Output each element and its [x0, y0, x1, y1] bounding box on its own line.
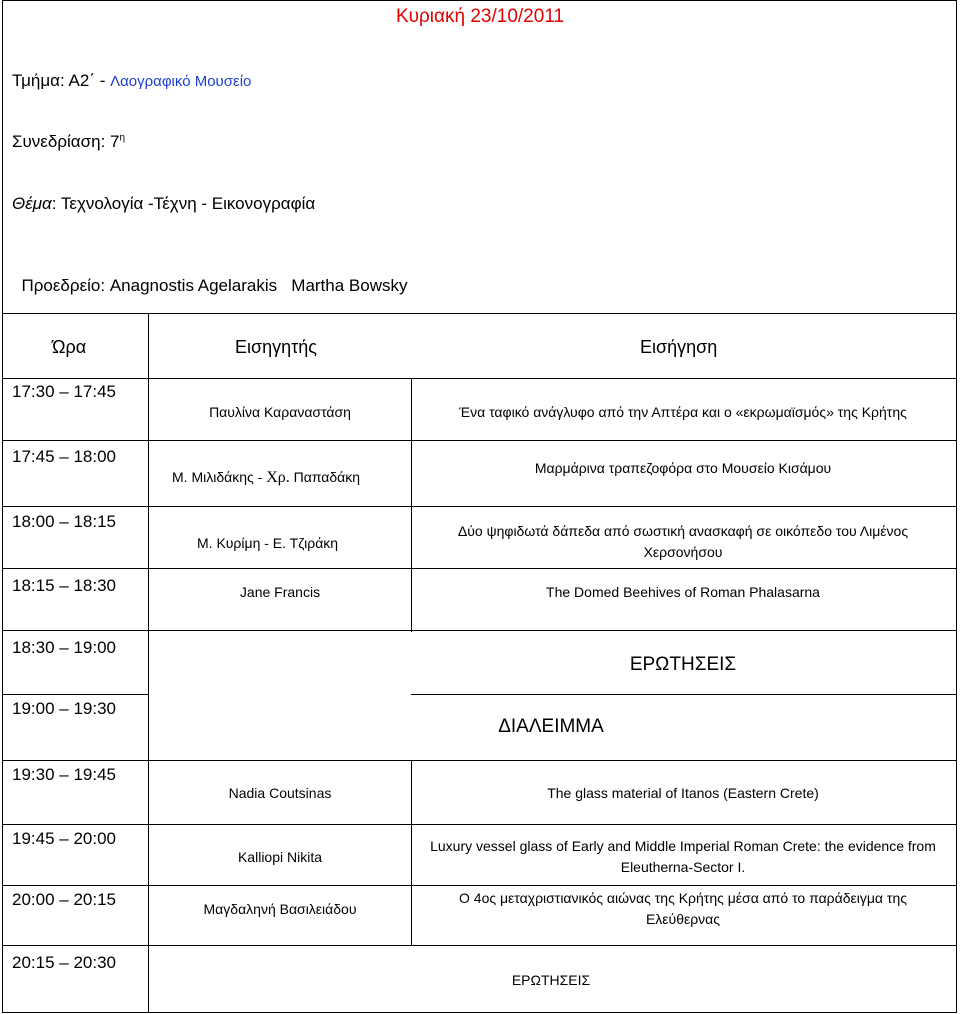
speaker-cell: Nadia Coutsinas	[228, 785, 332, 801]
talk-cell: Luxury vessel glass of Early and Middle Imperial Roman Crete: the evidence from Eleutherna-Sector I.	[430, 838, 936, 875]
talk-cell: Ένα ταφικό ανάγλυφο από την Απτέρα και ο «εκρωμαϊσμός» της Κρήτης	[459, 404, 907, 420]
divider	[411, 760, 412, 946]
divider	[2, 378, 957, 379]
page-title: Κυριακή 23/10/2011	[395, 6, 565, 27]
divider	[2, 313, 957, 314]
speaker-part: Μ. Μιλιδάκης -	[172, 469, 267, 485]
talk-cell: ΕΡΩΤΗΣΕΙΣ	[511, 972, 591, 988]
theme-line	[12, 194, 315, 214]
talk-cell: The glass material of Itanos (Eastern Crete)	[547, 785, 819, 801]
speaker-cell: Μαγδαληνή Βασιλειάδου	[203, 901, 357, 917]
divider	[2, 630, 957, 631]
section-label: Τμήμα: Α2΄ -	[12, 71, 106, 90]
session-line	[12, 132, 125, 152]
talk-cell: Μαρμάρινα τραπεζοφόρα στο Μουσείο Κισάμου	[534, 460, 832, 476]
speaker-part: Παπαδάκη	[289, 469, 361, 485]
talk-cell: Ο 4ος μεταχριστιανικός αιώνας της Κρήτης μέσα από το παράδειγμα της Ελεύθερνας	[459, 890, 907, 927]
session-label: Συνεδρίαση: 7	[12, 132, 120, 151]
talk-cell: ΔΙΑΛΕΙΜΜΑ	[498, 716, 604, 737]
time-cell: 19:30 – 19:45	[12, 765, 116, 784]
chairs-line	[12, 256, 408, 296]
divider	[2, 568, 957, 569]
col-header-speaker: Εισηγητής	[235, 337, 317, 357]
col-header-talk: Εισήγηση	[640, 337, 718, 357]
talk-cell: The Domed Beehives of Roman Phalasarna	[546, 584, 820, 600]
time-cell: 18:00 – 18:15	[12, 512, 116, 531]
time-cell: 17:30 – 17:45	[12, 382, 116, 401]
divider	[2, 1012, 957, 1013]
divider	[411, 378, 412, 632]
speaker-cell: Μ. Κυρίμη - Ε. Τζιράκη	[197, 535, 339, 551]
speaker-cell: Jane Francis	[239, 584, 321, 600]
time-cell: 18:15 – 18:30	[12, 576, 116, 595]
divider	[2, 824, 957, 825]
divider	[2, 440, 957, 441]
talk-cell: ΕΡΩΤΗΣΕΙΣ	[629, 654, 737, 675]
divider	[2, 945, 957, 946]
divider	[2, 506, 957, 507]
chairs-label: Προεδρείο:	[21, 276, 106, 295]
time-cell: 19:00 – 19:30	[12, 699, 116, 718]
speaker-cell: Kalliopi Nikita	[237, 849, 323, 865]
time-cell: 20:00 – 20:15	[12, 890, 116, 909]
speaker-cell: Παυλίνα Καραναστάση	[209, 404, 351, 420]
time-cell: 18:30 – 19:00	[12, 638, 116, 657]
speaker-cell	[150, 467, 410, 488]
section-line	[12, 71, 251, 91]
talk-cell: Δύο ψηφιδωτά δάπεδα από σωστική ανασκαφή σε οικόπεδο του Λιμένος Χερσονήσου	[457, 523, 909, 560]
chairs-value: Anagnostis Agelarakis Martha Bowsky	[109, 276, 408, 295]
theme-value: : Τεχνολογία -Τέχνη - Εικονογραφία	[51, 194, 316, 213]
divider	[2, 885, 957, 886]
col-header-time: Ώρα	[52, 337, 87, 357]
time-cell: 20:15 – 20:30	[12, 953, 116, 972]
time-cell: 19:45 – 20:00	[12, 829, 116, 848]
divider	[2, 694, 149, 695]
divider	[148, 313, 149, 1013]
speaker-part: Χρ.	[266, 469, 290, 486]
section-value: Λαογραφικό Μουσείο	[110, 73, 252, 90]
theme-label: Θέμα	[12, 194, 52, 213]
divider	[2, 760, 957, 761]
time-cell: 17:45 – 18:00	[12, 447, 116, 466]
session-sup: η	[119, 132, 126, 144]
divider	[411, 694, 957, 695]
